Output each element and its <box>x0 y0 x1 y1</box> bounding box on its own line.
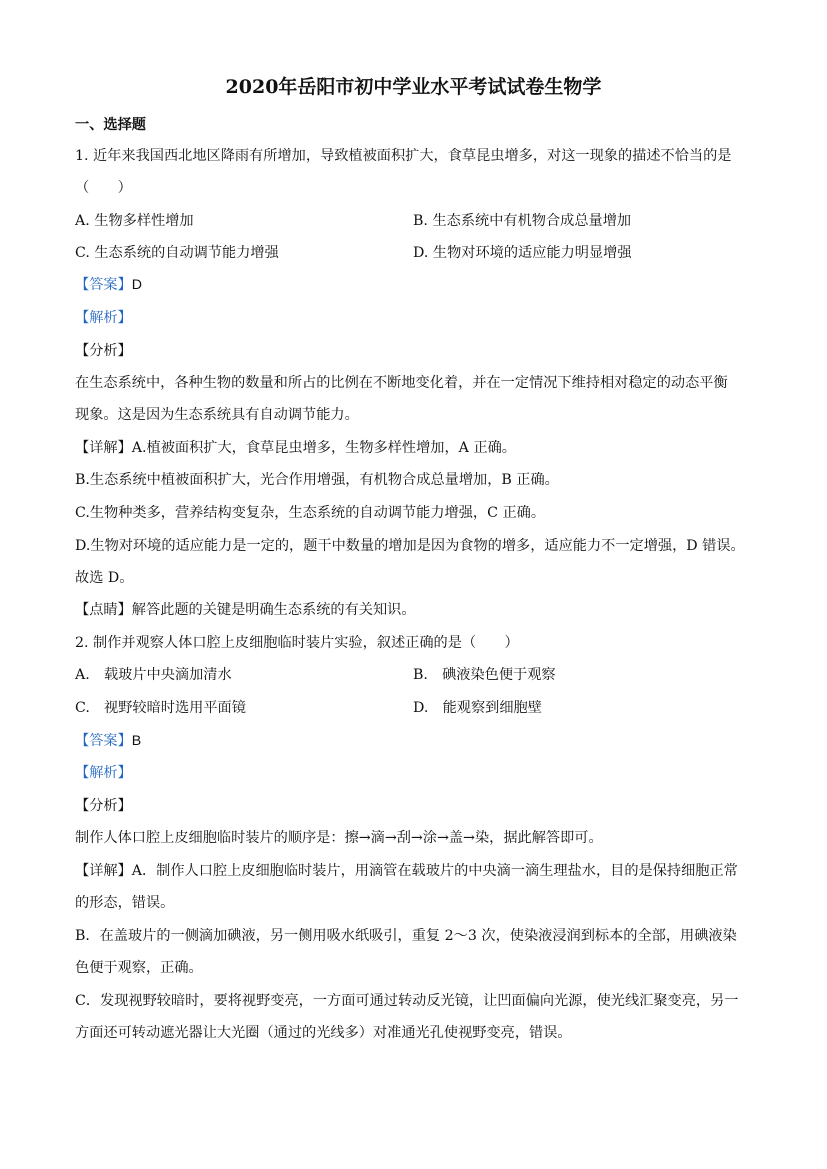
q1-option-d: D. 生物对环境的适应能力明显增强 <box>413 245 632 261</box>
q1-stem-line1: 1. 近年来我国西北地区降雨有所增加，导致植被面积扩大，食草昆虫增多，对这一现象的描述不恰当的是 <box>75 148 732 164</box>
q1-fenxi-line2: 现象。这是因为生态系统具有自动调节能力。 <box>75 407 359 423</box>
q1-answer-tag: 【答案】 <box>75 277 132 293</box>
q1-fenxi-line1: 在生态系统中，各种生物的数量和所占的比例在不断地变化着，并在一定情况下维持相对稳定的动态平衡 <box>75 375 728 391</box>
q2-option-a: A. 载玻片中央滴加清水 <box>75 667 232 683</box>
q2-detail-c-line1: C．发现视野较暗时，要将视野变亮，一方面可通过转动反光镜，让凹面偏向光源，使光线汇聚变亮，另一 <box>75 993 739 1009</box>
q1-choice: 故选 D。 <box>75 570 134 586</box>
q1-answer <box>75 275 142 295</box>
page-title: 2020年岳阳市初中学业水平考试试卷生物学 <box>225 76 602 98</box>
q2-answer-tag: 【答案】 <box>75 733 132 749</box>
section-heading: 一、选择题 <box>75 117 146 133</box>
q1-fenxi-tag: 【分析】 <box>75 343 132 359</box>
q2-detail-c-line2: 方面还可转动遮光器让大光圈（通过的光线多）对准通光孔使视野变亮，错误。 <box>75 1025 572 1041</box>
q1-analysis-tag: 【解析】 <box>75 310 132 326</box>
q1-detail-d: D.生物对环境的适应能力是一定的，题干中数量的增加是因为食物的增多，适应能力不一定增强，D 错误。 <box>75 538 745 554</box>
q2-option-b: B. 碘液染色便于观察 <box>413 667 556 683</box>
q1-detail-c: C.生物种类多，营养结构变复杂，生态系统的自动调节能力增强，C 正确。 <box>75 505 546 521</box>
q2-analysis-tag: 【解析】 <box>75 765 132 781</box>
q2-option-d: D. 能观察到细胞壁 <box>413 700 542 716</box>
q1-option-c: C. 生态系统的自动调节能力增强 <box>75 245 279 261</box>
q2-detail-a-line1: 【详解】A．制作人口腔上皮细胞临时装片，用滴管在载玻片的中央滴一滴生理盐水，目的是保持细胞正常 <box>75 863 738 879</box>
q2-option-c: C. 视野较暗时选用平面镜 <box>75 700 246 716</box>
q1-stem-line2: （ ） <box>75 180 132 196</box>
q2-fenxi-line1: 制作人体口腔上皮细胞临时装片的顺序是：擦→滴→刮→涂→盖→染，据此解答即可。 <box>75 830 603 846</box>
q1-detail-a: 【详解】A.植被面积扩大，食草昆虫增多，生物多样性增加，A 正确。 <box>75 440 516 456</box>
q1-option-a: A. 生物多样性增加 <box>75 213 194 229</box>
q2-detail-b-line2: 色便于观察，正确。 <box>75 960 203 976</box>
q1-answer-value: D <box>131 277 143 293</box>
q1-option-b: B. 生态系统中有机物合成总量增加 <box>413 213 632 229</box>
q1-dianjing: 【点睛】解答此题的关键是明确生态系统的有关知识。 <box>75 602 416 618</box>
q2-stem: 2. 制作并观察人体口腔上皮细胞临时装片实验，叙述正确的是（ ） <box>75 635 519 651</box>
q2-fenxi-tag: 【分析】 <box>75 798 132 814</box>
q2-answer <box>75 731 141 751</box>
q2-detail-a-line2: 的形态，错误。 <box>75 895 175 911</box>
q1-detail-b: B.生态系统中植被面积扩大，光合作用增强，有机物合成总量增加，B 正确。 <box>75 472 559 488</box>
q2-answer-value: B <box>131 733 142 749</box>
q2-detail-b-line1: B．在盖玻片的一侧滴加碘液，另一侧用吸水纸吸引，重复 2～3 次，使染液浸润到标本的全部，用碘液染 <box>75 928 737 944</box>
